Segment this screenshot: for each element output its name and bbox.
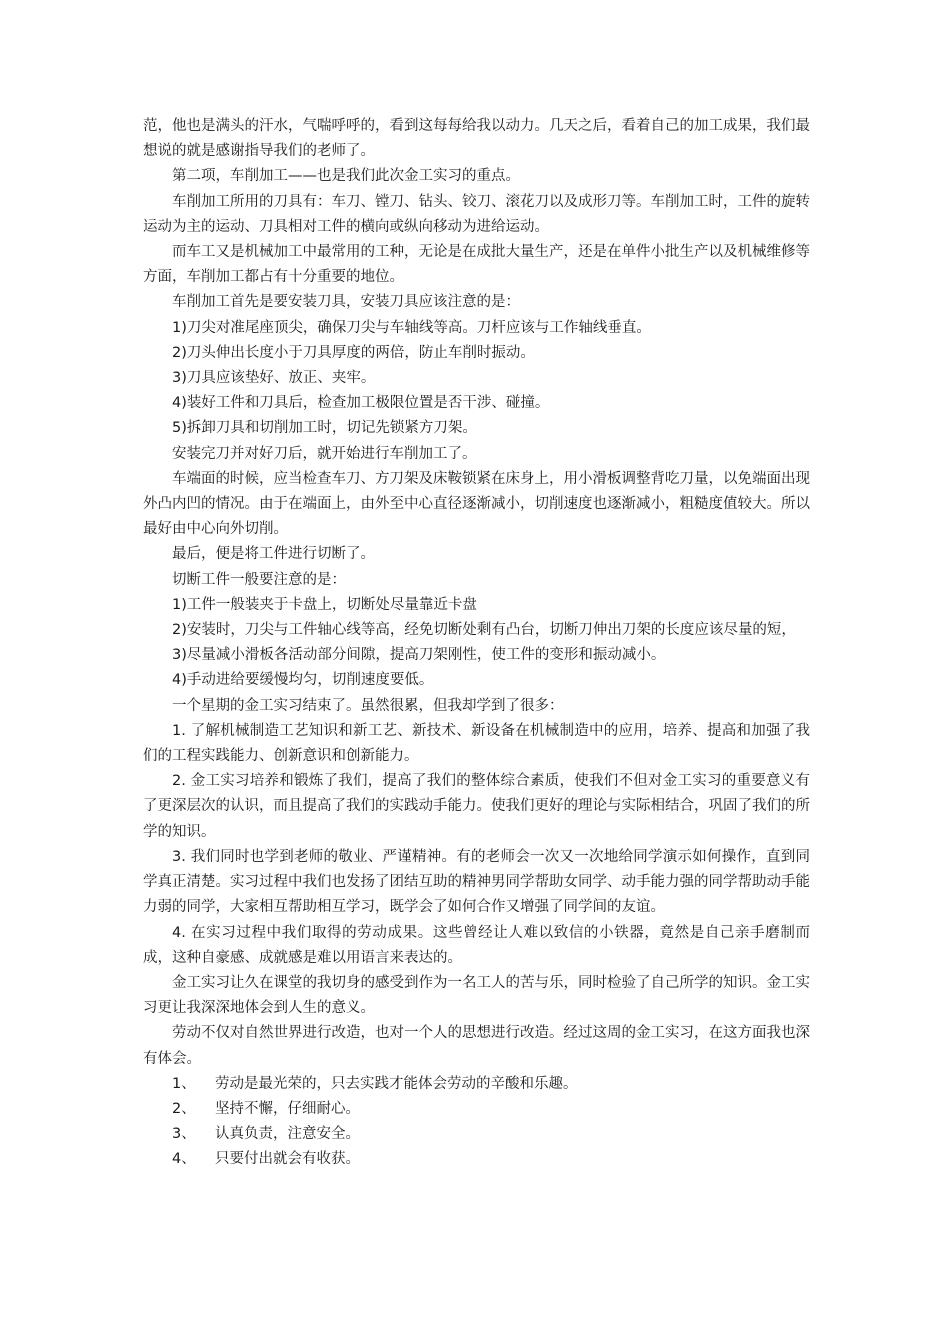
- summary-item-number: 3、: [172, 1126, 196, 1143]
- paragraph: 第二项，车削加工——也是我们此次金工实习的重点。: [172, 168, 520, 185]
- paragraph: 车削加工所用的刀具有：车刀、镗刀、钻头、铰刀、滚花刀以及成形刀等。车削加工时，工件的旋转运动为主的运动、刀具相对工件的横向或纵向移动为进给运动。: [143, 193, 810, 235]
- list-item: 3)刀具应该垫好、放正、夹牢。: [172, 370, 376, 387]
- list-item: 5)拆卸刀具和切削加工时，切记先锁紧方刀架。: [172, 420, 477, 437]
- summary-item-text: 劳动是最光荣的，只去实践才能体会劳动的辛酸和乐趣。: [215, 1075, 578, 1092]
- paragraph: 范，他也是满头的汗水，气喘呼呼的，看到这每每给我以动力。几天之后，看着自己的加工成果，我们最想说的就是感谢指导我们的老师了。: [143, 118, 810, 160]
- list-item: 1)工件一般装夹于卡盘上，切断处尽量靠近卡盘: [172, 596, 477, 613]
- paragraph: 一个星期的金工实习结束了。虽然很累，但我却学到了很多：: [172, 697, 564, 714]
- summary-item-number: 4、: [172, 1151, 196, 1168]
- summary-item-number: 2、: [172, 1100, 196, 1117]
- list-item: 2. 金工实习培养和锻炼了我们，提高了我们的整体综合素质，使我们不但对金工实习的重要意义有了更深层次的认识，而且提高了我们的实践动手能力。使我们更好的理论与实际相结合，巩固了我们的所学的知识。: [143, 773, 810, 840]
- list-item: 4. 在实习过程中我们取得的劳动成果。这些曾经让人难以致信的小铁器，竟然是自己亲手磨制而成，这种自豪感、成就感是难以用语言来表达的。: [143, 924, 810, 966]
- summary-item: [143, 1097, 810, 1122]
- paragraph: 最后，便是将工件进行切断了。: [172, 546, 375, 563]
- list-item: 3. 我们同时也学到老师的敬业、严谨精神。有的老师会一次又一次地给同学演示如何操作，直到同学真正清楚。实习过程中我们也发扬了团结互助的精神男同学帮助女同学、动手能力强的同学帮助动手能力弱的同学，大家相互帮助相互学习，既学会了如何合作又增强了同学间的友谊。: [143, 848, 810, 916]
- summary-item-text: 坚持不懈，仔细耐心。: [215, 1100, 360, 1117]
- summary-item-number: 1、: [172, 1075, 196, 1092]
- summary-item: [143, 1122, 810, 1147]
- paragraph: 车端面的时候，应当检查车刀、方刀架及床鞍锁紧在床身上，用小滑板调整背吃刀量，以免端面出现外凸内凹的情况。由于在端面上，由外至中心直径逐渐减小，切削速度也逐渐减小，粗糙度值较大。所以最好由中心向外切削。: [143, 470, 810, 538]
- list-item: 3)尽量减小滑板各活动部分间隙，提高刀架刚性，使工件的变形和振动减小。: [172, 647, 666, 664]
- list-item: 4)装好工件和刀具后，检查加工极限位置是否干涉、碰撞。: [172, 395, 550, 412]
- list-item: 2)刀头伸出长度小于刀具厚度的两倍，防止车削时振动。: [172, 344, 535, 361]
- paragraph: 劳动不仅对自然世界进行改造，也对一个人的思想进行改造。经过这周的金工实习，在这方面我也深有体会。: [143, 1025, 810, 1067]
- paragraph: 安装完刀并对好刀后，就开始进行车削加工了。: [172, 445, 477, 462]
- paragraph: 金工实习让久在课堂的我切身的感受到作为一名工人的苦与乐，同时检验了自己所学的知识。金工实习更让我深深地体会到人生的意义。: [143, 974, 810, 1017]
- document-body: [143, 114, 810, 1173]
- summary-item: [143, 1072, 810, 1097]
- list-item: 2)安装时，刀尖与工件轴心线等高，经免切断处剩有凸台，切断刀伸出刀架的长度应该尽量的短，: [172, 622, 796, 639]
- paragraph: 而车工又是机械加工中最常用的工种，无论是在成批大量生产，还是在单件小批生产以及机械维修等方面，车削加工都占有十分重要的地位。: [143, 244, 810, 286]
- summary-item-text: 认真负责，注意安全。: [215, 1126, 360, 1143]
- list-item: 1. 了解机械制造工艺知识和新工艺、新技术、新设备在机械制造中的应用，培养、提高和加强了我们的工程实践能力、创新意识和创新能力。: [143, 722, 810, 765]
- summary-item-text: 只要付出就会有收获。: [215, 1151, 360, 1168]
- list-item: 4)手动进给要缓慢均匀，切削速度要低。: [172, 672, 434, 689]
- paragraph: 切断工件一般要注意的是：: [172, 571, 346, 588]
- paragraph: 车削加工首先是要安装刀具，安装刀具应该注意的是：: [172, 294, 520, 311]
- summary-item: [143, 1147, 810, 1172]
- list-item: 1)刀尖对准尾座顶尖，确保刀尖与车轴线等高。刀杆应该与工作轴线垂直。: [172, 319, 651, 336]
